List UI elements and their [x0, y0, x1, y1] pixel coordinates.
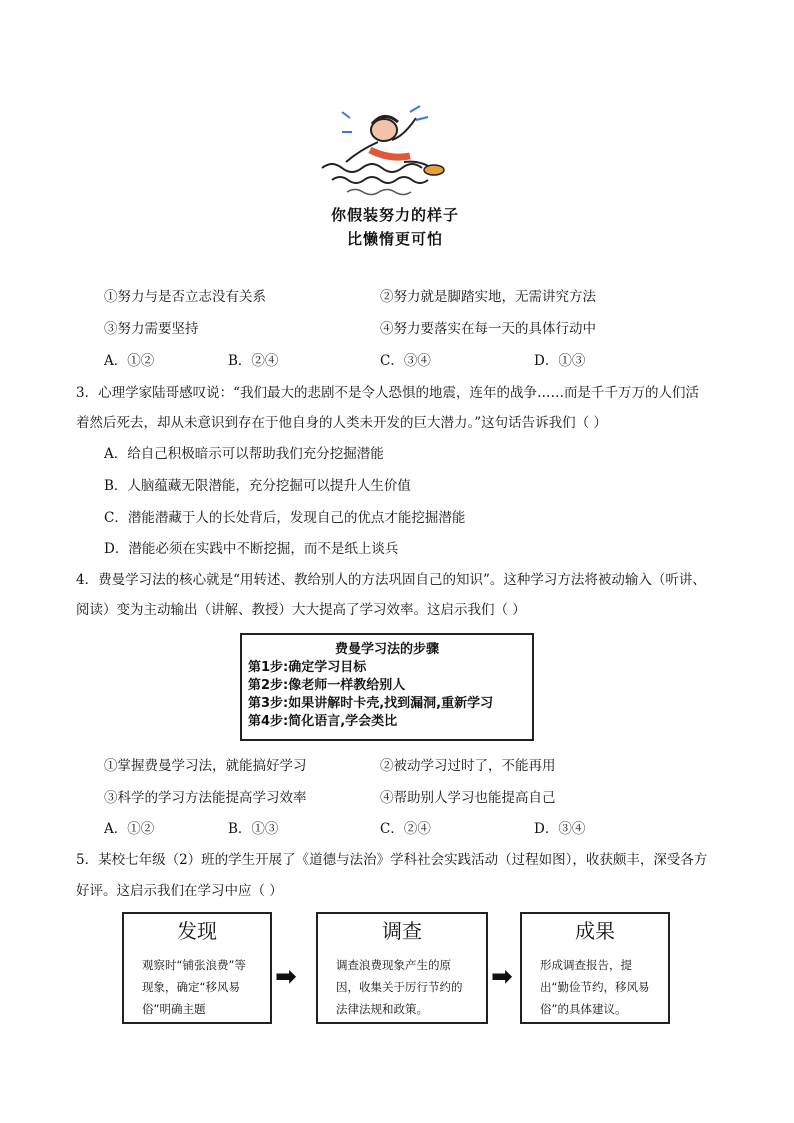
feynman-step-3: 第3步:如果讲解时卡壳,找到漏洞,重新学习 [248, 696, 494, 711]
arrow-right-icon: ➡ [491, 962, 513, 992]
flow-box-body: 形成调查报告，提出“勤俭节约，移风易俗”的具体建议。 [540, 958, 650, 1016]
feynman-step-4: 第4步:简化语言,学会类比 [248, 714, 398, 729]
q4-stem-line1: 4．费曼学习法的核心就是“用转述、教给别人的方法巩固自己的知识”。这种学习方法将被动输入（听讲、 [76, 572, 706, 588]
drowning-figure-drawing [292, 98, 498, 208]
q2-option-c: C．③④ [380, 353, 431, 369]
flow-box-investigate [316, 912, 488, 1024]
flow-box-discover [122, 912, 272, 1024]
q5-stem-line1: 5．某校七年级（2）班的学生开展了《道德与法治》学科社会实践活动（过程如图），收获颇丰，深受各方 [76, 852, 708, 868]
feynman-step-2: 第2步:像老师一样教给别人 [248, 678, 406, 693]
q4-statement-2: ②被动学习过时了，不能再用 [380, 758, 556, 774]
q5-stem-line2: 好评。这启示我们在学习中应（ ） [76, 883, 283, 899]
q4-option-d: D．③④ [534, 821, 586, 837]
q3-option-a: A．给自己积极暗示可以帮助我们充分挖掘潜能 [104, 446, 384, 462]
q2-statement-4: ④努力要落实在每一天的具体行动中 [380, 321, 596, 337]
q2-statement-1: ①努力与是否立志没有关系 [104, 289, 266, 305]
flow-box-title: 发现 [177, 919, 217, 943]
q2-statement-2: ②努力就是脚踏实地，无需讲究方法 [380, 289, 596, 305]
q2-option-b: B．②④ [228, 353, 279, 369]
q3-stem-line2: 着然后死去，却从未意识到存在于他自身的人类未开发的巨大潜力。”这句话告诉我们（ ） [76, 415, 607, 431]
q2-statement-3: ③努力需要坚持 [104, 321, 199, 337]
q4-option-c: C．②④ [380, 821, 431, 837]
feynman-box-title: 费曼学习法的步骤 [334, 642, 439, 657]
q3-option-c: C．潜能潜藏于人的长处背后，发现自己的优点才能挖掘潜能 [104, 510, 466, 526]
cartoon-caption-line2: 比懒惰更可怕 [346, 230, 443, 248]
q4-stem-line2: 阅读）变为主动输出（讲解、教授）大大提高了学习效率。这启示我们（ ） [76, 602, 526, 618]
q4-statement-1: ①掌握费曼学习法，就能搞好学习 [104, 758, 307, 774]
q3-option-b: B．人脑蕴藏无限潜能，充分挖掘可以提升人生价值 [104, 478, 411, 494]
feynman-steps-box [240, 633, 534, 741]
q3-option-d: D．潜能必须在实践中不断挖掘，而不是纸上谈兵 [104, 541, 399, 557]
q2-option-d: D．①③ [534, 353, 586, 369]
flow-box-title: 成果 [575, 919, 615, 943]
flow-box-body: 调查浪费现象产生的原因，收集关于厉行节约的法律法规和政策。 [336, 958, 463, 1016]
q2-option-a: A．①② [104, 353, 155, 369]
cartoon-illustration [292, 98, 498, 258]
arrow-right-icon: ➡ [275, 962, 297, 992]
q4-statement-3: ③科学的学习方法能提高学习效率 [104, 790, 307, 806]
q4-statement-4: ④帮助别人学习也能提高自己 [380, 790, 556, 806]
flow-box-title: 调查 [382, 919, 422, 943]
flow-box-body: 观察时“铺张浪费”等现象，确定“移风易俗”明确主题 [142, 958, 246, 1016]
cartoon-caption-line1: 你假装努力的样子 [330, 206, 459, 224]
q3-stem-line1: 3．心理学家陆哥感叹说：“我们最大的悲剧不是令人恐惧的地震，连年的战争……而是千千万万的人们活 [76, 385, 699, 401]
feynman-step-1: 第1步:确定学习目标 [248, 660, 367, 675]
flow-box-result [520, 912, 670, 1024]
q4-option-a: A．①② [104, 821, 155, 837]
q4-option-b: B．①③ [228, 821, 279, 837]
